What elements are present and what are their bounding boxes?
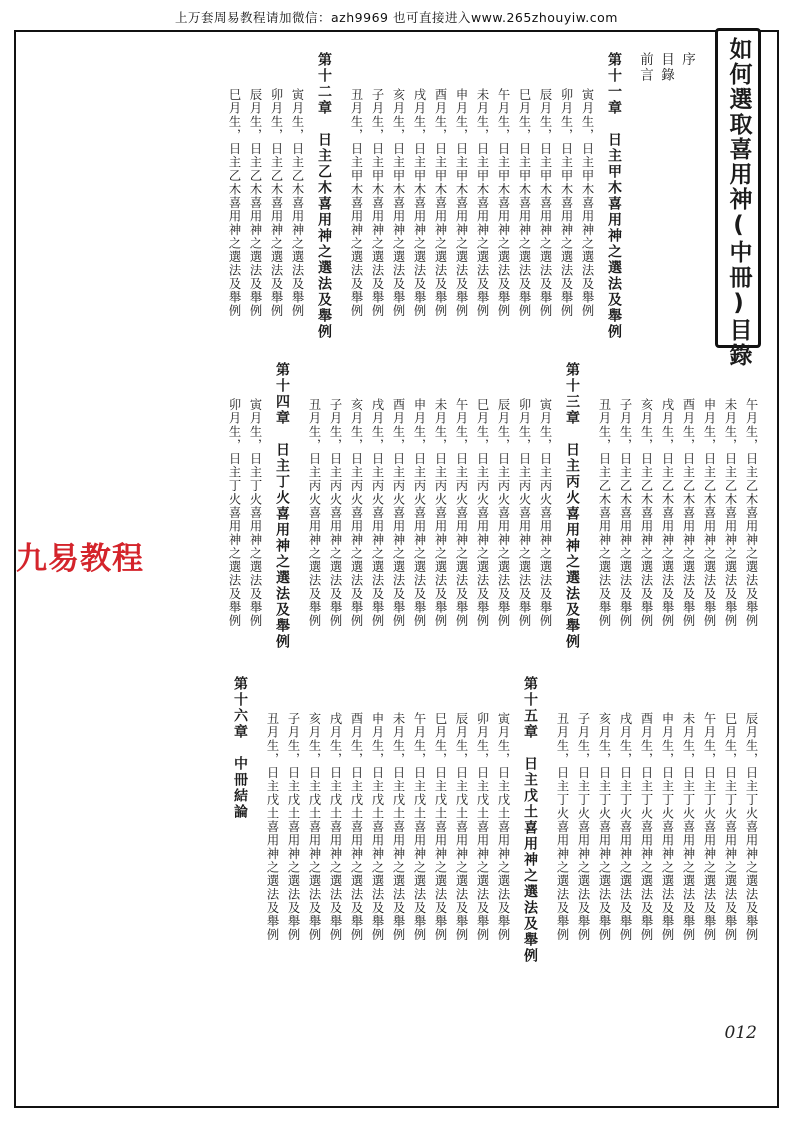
toc-entry[interactable]: 午月生，日主丙火喜用神之選法及舉例: [454, 398, 468, 628]
toc-entry[interactable]: 午月生，日主戊土喜用神之選法及舉例: [412, 712, 426, 942]
toc-entry[interactable]: 卯月生，日主甲木喜用神之選法及舉例: [559, 88, 573, 318]
toc-entry[interactable]: 丑月生，日主丁火喜用神之選法及舉例: [555, 712, 569, 942]
book-title-box: [715, 28, 761, 368]
frontmatter-mulu[interactable]: 目錄: [658, 52, 674, 83]
toc-entry[interactable]: 子月生，日主乙木喜用神之選法及舉例: [618, 398, 632, 628]
toc-entry[interactable]: 巳月生，日主丙火喜用神之選法及舉例: [475, 398, 489, 628]
toc-entry[interactable]: 寅月生，日主丁火喜用神之選法及舉例: [248, 398, 262, 628]
toc-entry[interactable]: 戌月生，日主戊土喜用神之選法及舉例: [328, 712, 342, 942]
toc-entry[interactable]: 午月生，日主甲木喜用神之選法及舉例: [496, 88, 510, 318]
toc-entry[interactable]: 辰月生，日主戊土喜用神之選法及舉例: [454, 712, 468, 942]
toc-entry[interactable]: 巳月生，日主乙木喜用神之選法及舉例: [227, 88, 241, 318]
chapter-heading-11[interactable]: 第十一章 日主甲木喜用神之選法及舉例: [606, 52, 622, 340]
chapter-heading-16[interactable]: 第十六章 中冊結論: [232, 676, 248, 820]
toc-entry[interactable]: 子月生，日主甲木喜用神之選法及舉例: [370, 88, 384, 318]
frontmatter-qianyan[interactable]: 前言: [637, 52, 653, 83]
toc-entry[interactable]: 申月生，日主丁火喜用神之選法及舉例: [660, 712, 674, 942]
toc-entry[interactable]: 未月生，日主乙木喜用神之選法及舉例: [723, 398, 737, 628]
toc-entry[interactable]: 丑月生，日主乙木喜用神之選法及舉例: [597, 398, 611, 628]
toc-entry[interactable]: 卯月生，日主丁火喜用神之選法及舉例: [227, 398, 241, 628]
toc-entry[interactable]: 戌月生，日主丁火喜用神之選法及舉例: [618, 712, 632, 942]
toc-entry[interactable]: 亥月生，日主甲木喜用神之選法及舉例: [391, 88, 405, 318]
frontmatter-xu[interactable]: 序: [679, 52, 695, 68]
toc-entry[interactable]: 丑月生，日主戊土喜用神之選法及舉例: [265, 712, 279, 942]
toc-entry[interactable]: 子月生，日主丙火喜用神之選法及舉例: [328, 398, 342, 628]
toc-entry[interactable]: 辰月生，日主甲木喜用神之選法及舉例: [538, 88, 552, 318]
toc-entry[interactable]: 巳月生，日主甲木喜用神之選法及舉例: [517, 88, 531, 318]
toc-entry[interactable]: 卯月生，日主戊土喜用神之選法及舉例: [475, 712, 489, 942]
site-banner: 上万套周易教程请加微信：azh9969 也可直接进入www.265zhouyiw.com: [175, 10, 618, 25]
toc-entry[interactable]: 午月生，日主丁火喜用神之選法及舉例: [702, 712, 716, 942]
toc-entry[interactable]: 辰月生，日主乙木喜用神之選法及舉例: [248, 88, 262, 318]
chapter-heading-13[interactable]: 第十三章 日主丙火喜用神之選法及舉例: [564, 362, 580, 650]
book-title: 如何選取喜用神(中冊)目錄: [725, 37, 752, 368]
toc-entry[interactable]: 戌月生，日主丙火喜用神之選法及舉例: [370, 398, 384, 628]
toc-entry[interactable]: 未月生，日主甲木喜用神之選法及舉例: [475, 88, 489, 318]
toc-entry[interactable]: 午月生，日主乙木喜用神之選法及舉例: [744, 398, 758, 628]
toc-entry[interactable]: 戌月生，日主乙木喜用神之選法及舉例: [660, 398, 674, 628]
toc-entry[interactable]: 子月生，日主丁火喜用神之選法及舉例: [576, 712, 590, 942]
toc-entry[interactable]: 巳月生，日主戊土喜用神之選法及舉例: [433, 712, 447, 942]
toc-entry[interactable]: 申月生，日主丙火喜用神之選法及舉例: [412, 398, 426, 628]
toc-entry[interactable]: 卯月生，日主乙木喜用神之選法及舉例: [269, 88, 283, 318]
toc-entry[interactable]: 戌月生，日主甲木喜用神之選法及舉例: [412, 88, 426, 318]
toc-entry[interactable]: 亥月生，日主丙火喜用神之選法及舉例: [349, 398, 363, 628]
toc-entry[interactable]: 酉月生，日主丁火喜用神之選法及舉例: [639, 712, 653, 942]
toc-entry[interactable]: 申月生，日主甲木喜用神之選法及舉例: [454, 88, 468, 318]
toc-entry[interactable]: 寅月生，日主甲木喜用神之選法及舉例: [580, 88, 594, 318]
toc-entry[interactable]: 卯月生，日主丙火喜用神之選法及舉例: [517, 398, 531, 628]
toc-entry[interactable]: 丑月生，日主丙火喜用神之選法及舉例: [307, 398, 321, 628]
toc-entry[interactable]: 未月生，日主戊土喜用神之選法及舉例: [391, 712, 405, 942]
toc-entry[interactable]: 辰月生，日主丁火喜用神之選法及舉例: [744, 712, 758, 942]
toc-entry[interactable]: 亥月生，日主乙木喜用神之選法及舉例: [639, 398, 653, 628]
toc-entry[interactable]: 亥月生，日主丁火喜用神之選法及舉例: [597, 712, 611, 942]
watermark: 九易教程: [16, 541, 144, 577]
toc-entry[interactable]: 酉月生，日主甲木喜用神之選法及舉例: [433, 88, 447, 318]
toc-entry[interactable]: 申月生，日主乙木喜用神之選法及舉例: [702, 398, 716, 628]
toc-entry[interactable]: 亥月生，日主戊土喜用神之選法及舉例: [307, 712, 321, 942]
chapter-heading-14[interactable]: 第十四章 日主丁火喜用神之選法及舉例: [274, 362, 290, 650]
chapter-heading-15[interactable]: 第十五章 日主戊土喜用神之選法及舉例: [522, 676, 538, 964]
toc-entry[interactable]: 巳月生，日主丁火喜用神之選法及舉例: [723, 712, 737, 942]
toc-entry[interactable]: 寅月生，日主丙火喜用神之選法及舉例: [538, 398, 552, 628]
toc-entry[interactable]: 酉月生，日主戊土喜用神之選法及舉例: [349, 712, 363, 942]
toc-entry[interactable]: 子月生，日主戊土喜用神之選法及舉例: [286, 712, 300, 942]
page-number: 012: [724, 1023, 757, 1043]
toc-entry[interactable]: 申月生，日主戊土喜用神之選法及舉例: [370, 712, 384, 942]
toc-entry[interactable]: 酉月生，日主丙火喜用神之選法及舉例: [391, 398, 405, 628]
toc-entry[interactable]: 酉月生，日主乙木喜用神之選法及舉例: [681, 398, 695, 628]
toc-entry[interactable]: 辰月生，日主丙火喜用神之選法及舉例: [496, 398, 510, 628]
toc-entry[interactable]: 未月生，日主丁火喜用神之選法及舉例: [681, 712, 695, 942]
toc-entry[interactable]: 寅月生，日主戊土喜用神之選法及舉例: [496, 712, 510, 942]
toc-entry[interactable]: 寅月生，日主乙木喜用神之選法及舉例: [290, 88, 304, 318]
chapter-heading-12[interactable]: 第十二章 日主乙木喜用神之選法及舉例: [316, 52, 332, 340]
toc-entry[interactable]: 丑月生，日主甲木喜用神之選法及舉例: [349, 88, 363, 318]
toc-entry[interactable]: 未月生，日主丙火喜用神之選法及舉例: [433, 398, 447, 628]
